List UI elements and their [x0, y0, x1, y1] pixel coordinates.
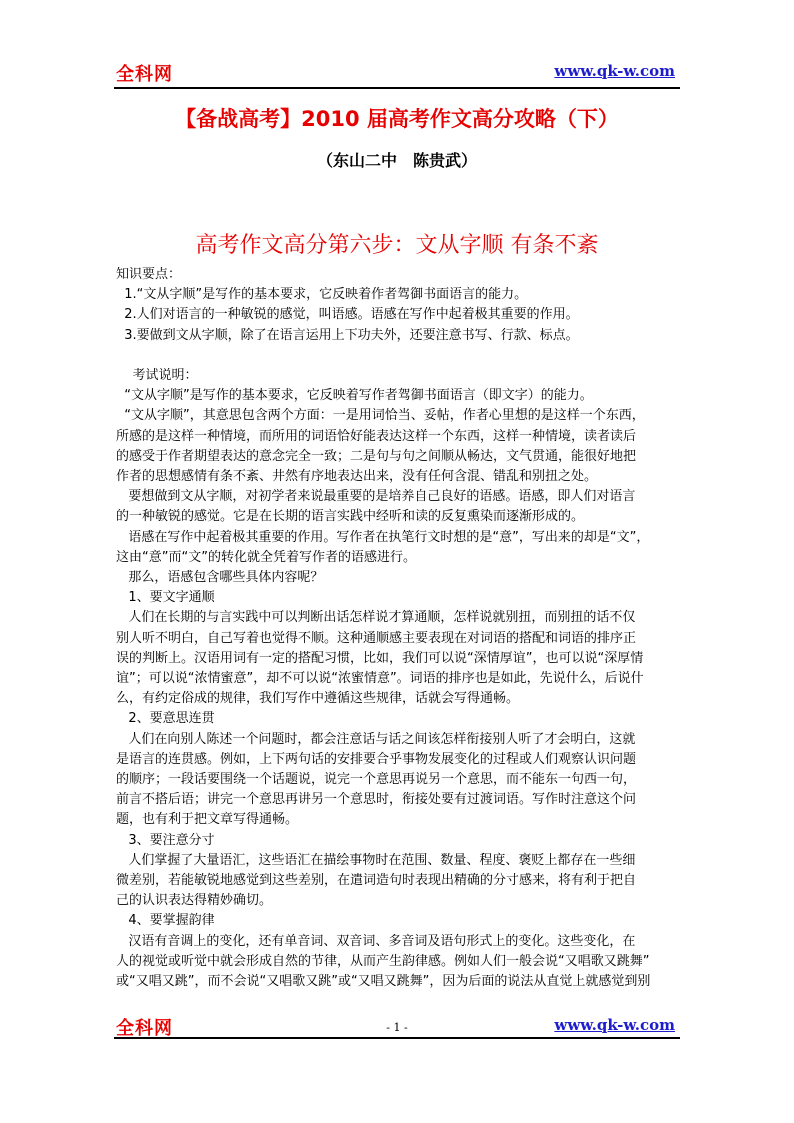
body-line: 人的视觉或听觉中就会形成自然的节律，从而产生韵律感。例如人们一般会说“又唱歌又跳舞” — [116, 953, 650, 969]
header-divider — [114, 87, 680, 89]
body-line: 1、要文字通顺 — [116, 590, 215, 606]
body-line: 的感受于作者期望表达的意念完全一致；二是句与句之间顺从畅达，文气贯通，能很好地把 — [116, 448, 637, 464]
body-line: “文从字顺”，其意思包含两个方面：一是用词恰当、妥帖，作者心里想的是这样一个东西， — [116, 408, 645, 424]
header-logo: 全科网 — [116, 64, 173, 85]
body-line: 的顺序；一段话要围绕一个话题说，说完一个意思再说另一个意思，而不能东一句西一句， — [116, 772, 637, 788]
body-line: 或“又唱又跳”，而不会说“又唱歌又跳”或“又唱又跳舞”，因为后面的说法从直觉上就感觉到别 — [116, 974, 651, 990]
body-text — [116, 265, 680, 992]
body-line: 2、要意思连贯 — [116, 711, 215, 727]
body-line: 误的判断上。汉语用词有一定的搭配习惯，比如，我们可以说“深情厚谊”，也可以说“深厚情 — [116, 650, 644, 666]
body-line: 那么，语感包含哪些具体内容呢？ — [116, 570, 324, 586]
body-line: 人们在向别人陈述一个问题时，都会注意话与话之间该怎样衔接别人听了才会明白，这就 — [116, 731, 636, 747]
body-line: 的一种敏锐的感觉。它是在长期的语言实践中经听和读的反复熏染而逐渐形成的。 — [116, 509, 585, 525]
body-line: 3.要做到文从字顺，除了在语言运用上下功夫外，还要注意书写、行款、标点。 — [116, 327, 579, 343]
body-line: 是语言的连贯感。例如，上下两句话的安排要合乎事物发展变化的过程或人们观察认识问题 — [116, 751, 637, 767]
body-line: 己的认识表达得精妙确切。 — [116, 893, 273, 909]
body-line: 微差别，若能敏锐地感觉到这些差别，在遣词造句时表现出精确的分寸感来，将有利于把自 — [116, 873, 637, 889]
body-line: 人们掌握了大量语汇，这些语汇在描绘事物时在范围、数量、程度、褒贬上都存在一些细 — [116, 852, 636, 868]
body-line: 题，也有利于把文章写得通畅。 — [116, 812, 299, 828]
body-line: 4、要掌握韵律 — [116, 913, 215, 929]
body-line: 么，有约定俗成的规律，我们写作中遵循这些规律，话就会写得通畅。 — [116, 691, 520, 707]
body-line: 人们在长期的与言实践中可以判断出话怎样说才算通顺，怎样说就别扭，而别扭的话不仅 — [116, 610, 636, 626]
blank-line — [116, 346, 680, 366]
body-line: 汉语有音调上的变化，还有单音词、双音词、多音词及语句形式上的变化。这些变化，在 — [116, 933, 636, 949]
body-line: 前言不搭后语；讲完一个意思再讲另一个意思时，衔接处要有过渡词语。写作时注意这个问 — [116, 792, 637, 808]
body-line: 2.人们对语言的一种敏锐的感觉，叫语感。语感在写作中起着极其重要的作用。 — [116, 307, 579, 323]
footer-divider — [114, 1037, 680, 1039]
body-line: “文从字顺”是写作的基本要求，它反映着写作者驾御书面语言（即文字）的能力。 — [116, 388, 593, 404]
section-title: 高考作文高分第六步：文从字顺 有条不紊 — [195, 233, 599, 258]
body-line: 别人听不明白，自己写着也觉得不顺。这种通顺感主要表现在对词语的搭配和词语的排序正 — [116, 630, 637, 646]
body-line: 作者的思想感情有条不紊、井然有序地表达出来，没有任何含混、错乱和别扭之处。 — [116, 469, 598, 485]
body-line: 要想做到文从字顺，对初学者来说最重要的是培养自己良好的语感。语感，即人们对语言 — [116, 489, 636, 505]
document-title: 【备战高考】2010 届高考作文高分攻略（下） — [175, 107, 619, 131]
page-number: - 1 - — [386, 1021, 408, 1034]
footer-url-link[interactable]: www.qk-w.com — [554, 1016, 675, 1034]
body-line: 知识要点： — [116, 267, 182, 282]
body-line: 3、要注意分寸 — [116, 832, 215, 848]
body-line: 所感的是这样一种情境，而所用的词语恰好能表达这样一个东西，这样一种情境，读者读后 — [116, 428, 637, 444]
body-line: 语感在写作中起着极其重要的作用。写作者在执笔行文时想的是“意”，写出来的却是“文”， — [116, 529, 650, 545]
header-url-link[interactable]: www.qk-w.com — [554, 62, 675, 80]
document-author: （东山二中 陈贵武） — [316, 151, 477, 170]
body-line: 考试说明： — [116, 368, 198, 383]
body-line: 1.“文从字顺”是写作的基本要求，它反映着作者驾御书面语言的能力。 — [116, 287, 528, 303]
body-line: 谊”；可以说“浓情蜜意”，却不可以说“浓蜜情意”。词语的排序也是如此，先说什么，后说什 — [116, 671, 644, 687]
footer-logo: 全科网 — [116, 1018, 173, 1039]
body-line: 这由“意”而“文”的转化就全凭着写作者的语感进行。 — [116, 549, 416, 565]
